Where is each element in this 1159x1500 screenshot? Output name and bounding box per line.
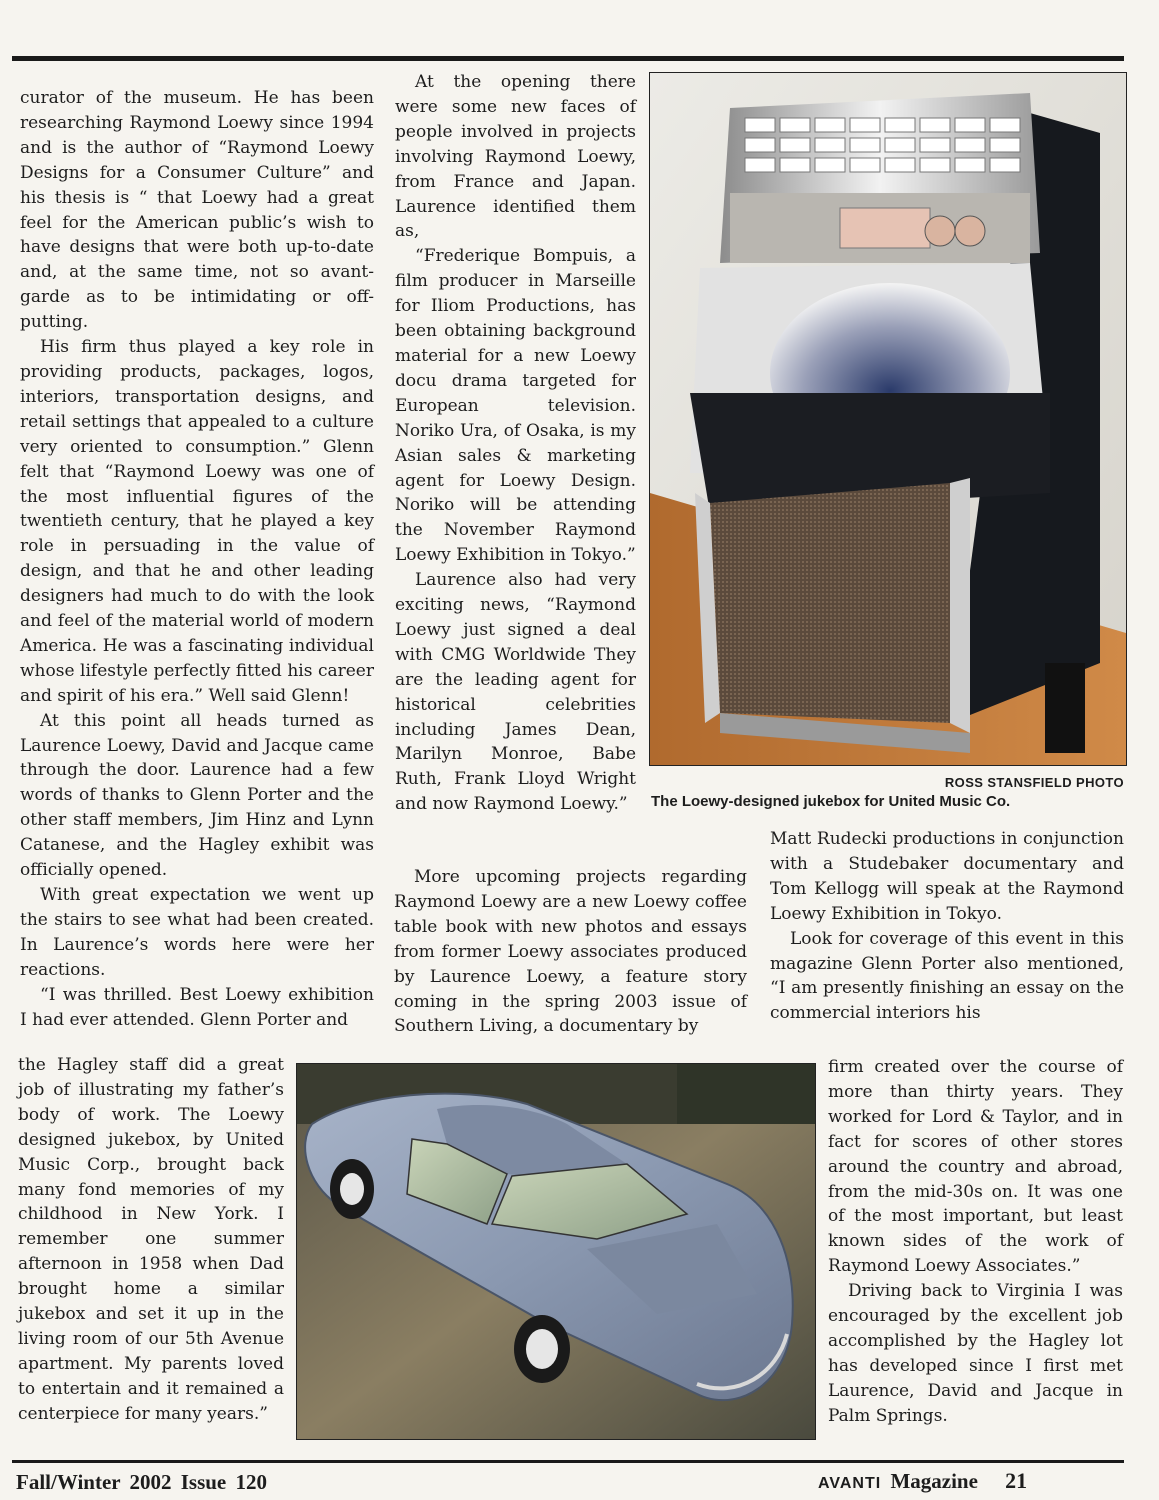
paragraph: firm created over the course of more than thirty years. They worked for Lord & Taylor, and in fact for scores of other stores around the country and abroad, from the mid-30s on. It was one of the most important, but least known sides of the work of Raymond Loewy Associates.” bbox=[828, 1057, 1123, 1277]
paragraph: Driving back to Virginia I was encouraged by the excellent job accomplished by the Hagley lot has developed since I first met Laurence, David and Jacque in Palm Springs. bbox=[828, 1281, 1123, 1426]
paragraph: At this point all heads turned as Laurence Loewy, David and Jacque came through the door. Laurence had a few words of thanks to Glenn Porter and the other staff members, Jim Hinz and Lynn Catanese, and the Hagley exhibit was officially opened. bbox=[20, 710, 374, 881]
footer-issue: Fall/Winter 2002 Issue 120 bbox=[16, 1470, 267, 1494]
paragraph: Look for coverage of this event in this magazine Glenn Porter also mentioned, “I am presently finishing an essay on the commercial interiors his bbox=[770, 928, 1124, 1024]
paragraph: “Frederique Bompuis, a film producer in Marseille for Iliom Productions, has been obtaining background material for a new Loewy docu drama targeted for European television. Noriko Ura, of Osaka, is my Asian sales & marketing agent for Loewy Design. Noriko will be attending the November Raymond Loewy Exhibition in Tokyo.” bbox=[395, 246, 636, 566]
paragraph: curator of the museum. He has been researching Raymond Loewy since 1994 and is the author of “Raymond Loewy Designs for a Consumer Culture” and his thesis is “ that Loewy had a great feel for the American public’s wish to have designs that were both up-to-date and, at the same time, not so avant-garde as to be intimidating or off-putting. bbox=[20, 88, 374, 333]
article-column-2-wide bbox=[394, 865, 747, 1039]
paragraph: Laurence also had very exciting news, “Raymond Loewy just signed a deal with CMG Worldwide They are the leading agent for historical celebrities including James Dean, Marilyn Monroe, Babe Ruth, Frank Lloyd Wright and now Raymond Loewy.” bbox=[395, 570, 636, 815]
jukebox-photo bbox=[649, 72, 1127, 766]
page-number: 21 bbox=[1005, 1468, 1028, 1493]
jukebox-illustration bbox=[650, 73, 1126, 765]
photo-credit: ROSS STANSFIELD PHOTO bbox=[944, 775, 1124, 790]
paragraph: At the opening there were some new faces of people involved in projects involving Raymond Loewy, from France and Japan. Laurence identified them as, bbox=[395, 72, 636, 242]
bottom-rule bbox=[12, 1460, 1124, 1463]
footer-magazine-label: Magazine bbox=[890, 1469, 978, 1493]
article-column-1 bbox=[20, 86, 374, 1032]
paragraph: “I was thrilled. Best Loewy exhibition I had ever attended. Glenn Porter and bbox=[20, 984, 374, 1030]
paragraph: Matt Rudecki productions in conjunction with a Studebaker documentary and Tom Kellogg will speak at the Raymond Loewy Exhibition in Tokyo. bbox=[770, 829, 1124, 924]
avanti-car-photo bbox=[296, 1063, 816, 1440]
top-rule bbox=[12, 56, 1124, 61]
article-column-2 bbox=[395, 70, 636, 817]
footer-magazine bbox=[818, 1468, 1027, 1494]
article-column-1-wrap bbox=[18, 1053, 284, 1427]
footer-brand: AVANTI bbox=[818, 1475, 882, 1492]
paragraph: the Hagley staff did a great job of illustrating my father’s body of work. The Loewy designed jukebox, by United Music Corp., brought back many fond memories of my childhood in New York. I remember one summer afternoon in 1958 when Dad brought home a similar jukebox and set it up in the living room of our 5th Avenue apartment. My parents loved to entertain and it remained a centerpiece for many years.” bbox=[18, 1055, 284, 1424]
car-illustration bbox=[297, 1064, 815, 1439]
paragraph: His firm thus played a key role in providing products, packages, logos, interiors, transportation designs, and retail settings that appealed to a culture very oriented to consumption.” Glenn felt that “Raymond Loewy was one of the most influential figures of the twentieth century, that he played a key role in persuading in the value of design, and that he and other leading designers had much to do with the look and feel of the material world of modern America. He was a fascinating individual whose lifestyle perfectly fitted his career and spirit of his era.” Well said Glenn! bbox=[20, 337, 374, 706]
photo-caption: The Loewy-designed jukebox for United Music Co. bbox=[651, 793, 1011, 810]
paragraph: More upcoming projects regarding Raymond Loewy are a new Loewy coffee table book with new photos and essays from former Loewy associates produced by Laurence Loewy, a feature story coming in the spring 2003 issue of Southern Living, a documentary by bbox=[394, 867, 747, 1037]
paragraph: With great expectation we went up the stairs to see what had been created. In Laurence’s words here were her reactions. bbox=[20, 885, 374, 980]
article-column-3-wrap bbox=[828, 1055, 1123, 1429]
article-column-3 bbox=[770, 827, 1124, 1026]
